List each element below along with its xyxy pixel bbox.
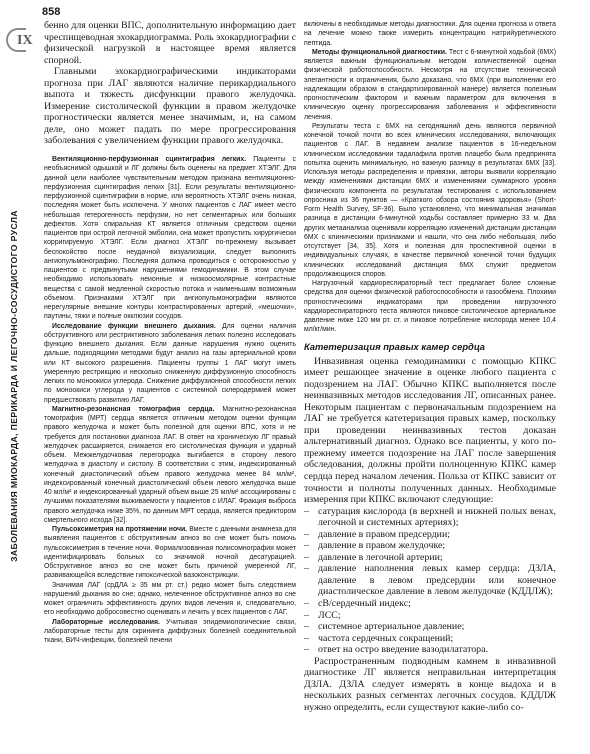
subheading: Вентиляционно-перфузионная сцинтиграфия легких. bbox=[52, 156, 247, 164]
subheading: Методы функциональной диагностики. bbox=[312, 48, 447, 56]
paragraph-lab-tests: Лабораторные исследования. Учитывая эпидемиологические связи, лабораторные тесты для скрининга диффузных болезней соединительной ткани, ВИЧ-инфекции, болезней печени bbox=[44, 618, 296, 645]
list-item: – давление в легочной артерии; bbox=[304, 552, 556, 564]
left-column bbox=[44, 20, 296, 748]
list-item: – ответ на остро введение вазодилататора. bbox=[304, 644, 556, 656]
paragraph: бенно для оценки ВПС, дополнительную информацию дает чреспищеводная эхокардиограмма. Роль эхокардиографии с физической нагрузкой в настоящее время является спорной. bbox=[44, 20, 296, 66]
paragraph-cardiac-mri: Магнитно-резонансная томография сердца. Магнитно-резонансная томография (МРТ) сердца является отличным методом оценки функции правого желудочка и может быть полезной для оценки ВПС, хотя и не требуется для постановки диагноза ЛАГ. В ответ на хроническую ЛГ правый желудочек расширяется, снижается его систолическая функция и ударный объем. Межжелудочковая перегородка выгибается в сторону левого желудочка в диастолу и систолу. В соответствии с этим, индексированный конечный диастолический объем правого желудочка менее 84 мл/м², индексированный конечный диастолический объем левого желудочка выше 40 мл/м² и индексированный ударный объем выше 25 мл/м² ассоциированы с лучшими показателями выживаемости у пациентов с ИЛАГ. Фракция выброса правого желудочка ниже 35%, по данным МРТ сердца, является предиктором смертельного исхода [32]. bbox=[44, 405, 296, 524]
list-item: – сатурация кислорода (в верхней и нижней полых венах, легочной и системных артериях); bbox=[304, 506, 556, 529]
list-item: – системное артериальное давление; bbox=[304, 621, 556, 633]
right-column bbox=[304, 20, 556, 748]
measurement-list bbox=[304, 506, 556, 656]
paragraph: включены в необходимые методы диагностики. Для оценки прогноза и ответа на лечение можно также измерить концентрацию натрийуретического пептида. bbox=[304, 21, 556, 47]
paragraph-pulse-oximetry: Пульсоксиметрия на протяжении ночи. Вместе с данными анамнеза для выявления пациентов с обструктивным апноэ во сне может быть помочь пульсоксиметрия в течение ночи. Формализованная полисомнография может идентифицировать больных со значимой ночной десатурацией. Обструктивное апноэ во сне может быть причиной умеренной ЛГ, развивающейся вследствие гипоксической вазоконстрикции. bbox=[44, 526, 296, 580]
paragraph: Нагрузочный кардиореспираторный тест предлагает более сложные средства для оценки физической работоспособности и газообмена. Плохими прогностическими индикаторами при проведении нагрузочного кардиореспираторного теста являются пиковое систолическое артериальное давление ниже 120 мм рт. ст. и пиковое потребление кислорода менее 10,4 мл/кг/мин. bbox=[304, 280, 556, 334]
list-item: – сВ/сердечный индекс; bbox=[304, 598, 556, 610]
paragraph-vq-scintigraphy: Вентиляционно-перфузионная сцинтиграфия легких. Пациенты с необъяснимой одышкой и ЛГ должны быть оценены на предмет ХТЭЛГ. Для данной цели наиболее чувствительным методом признана вентиляционно-перфузионная сцинтиграфия легких [31]. Если результаты вентиляционно-перфузионной сцинтиграфии в норме, или вероятность ХТЭЛГ очень низкая, последняя может быть исключена. У многих пациентов с ЛАГ имеет место небольшая гетерогенность перфузии, но нет сегментарных или больших дефектов. Хотя спиральная КТ является отличным средством оценки пациентов при острой легочной эмболии, она может пропустить хирургически корригируемую ХТЭЛГ. Если диагноз ХТЭЛГ по-прежнему вызывает беспокойство после неудачной визуализации, следует выполнить ангиопульмонографию. Последняя должна проводиться с осторожностью у пациентов с предвинутыми нарушениями гемодинамики. В этом случае необходимо использовать неионные и низкоосмолярные контрастные вещества с самой медленной скоростью потока и наименьшим возможным объемом. Признаками ХТЭЛГ при ангиопульмонографии являются нерегулярные внешние контуры контрастированных артерий, «мешочки», паутины, тяжи и полные окклюзии сосудов. bbox=[44, 156, 296, 321]
paragraph: Распространенным подводным камнем в инвазивной диагностике ЛГ является неправильная интерпретация ДЗЛА. ДЗЛА следует измерять в конце выдоха и в нескольких разных сегментах легочных сосудов. КДДЛЖ нужно определить, если существуют какие-либо со- bbox=[304, 655, 556, 713]
paragraph: Значимая ЛАГ (срДЛА ≥ 35 мм рт. ст.) редко может быть следствием нарушений дыхания во сне; однако, нелеченное обструктивное апноэ во сне может ограничить эффективность других видов лечения и, следовательно, его необходимо добросовестно оценивать и лечить у всех пациентов с ЛАГ. bbox=[44, 581, 296, 617]
list-item: – ЛСС; bbox=[304, 610, 556, 622]
list-item: – давление в правом желудочке; bbox=[304, 540, 556, 552]
page-number: 858 bbox=[42, 6, 61, 18]
subheading: Исследование функции внешнего дыхания. bbox=[52, 322, 216, 330]
paragraph: Результаты теста с 6МХ на сегодняшний день являются первичной конечной точкой почти во всех клинических исследованиях, включающих пациентов с ЛАГ. В недавнем анализе пациентов в 16-недельном клиническом исследовании тадалафила против плацебо была предпринята попытка оценить минимальную, но важную разницу в результатах 6МХ [33]. Используя методы распределения и привязки, авторы выявили корреляцию между изменениями дистанции 6МХ и изменениями суммарного уровня физического компонента по результатам тестирования с использованием опросника из 36 пунктов — «Краткого обзора состояния здоровья» (Short-Form Health Survey, SF-36). Было установлено, что минимальная значимая разница в дистанции 6-минутной ходьбы составляет примерно 33 м. Два других метаанализа оценивали корреляцию изменений дистанции дистанции 6МХ с клиническими признаками и нашли, что она либо небольшая, либо отсутствует [34, 35]. Хотя и полезная для проспективной оценки в индивидуальных случаях, в качестве первичной конечной точки будущих клинических исследований дистанция 6МХ служит предметом продолжающихся споров. bbox=[304, 122, 556, 278]
list-item: – частота сердечных сокращений; bbox=[304, 633, 556, 645]
section-title: Катетеризация правых камер сердца bbox=[304, 340, 485, 352]
paragraph: Инвазивная оценка гемодинамики с помощью КПКС имеет решающее значение в оценке любого пациента с подозрением на ЛАГ. Обычно КПКС выполняется после неинвазивных методов исследования ЛГ, описанных ранее. Некоторым пациентам с первоначальным подозрением на ЛАГ не требуется катетеризация правых камер, поскольку при проведении неинвазивных тестов доказан альтернативный диагноз. Однако все пациенты, у кого по-прежнему имеется подозрение на ЛАГ после завершения обследования, должны пройти полноценную КПКС камер сердца перед началом лечения. Польза от КПКС зависит от точности и полноты полученных данных. Необходимые измерения при КПКС включают следующие: bbox=[304, 355, 556, 506]
subheading: Лабораторные исследования. bbox=[52, 618, 160, 626]
list-item: – давление в правом предсердии; bbox=[304, 529, 556, 541]
paragraph-functional-tests: Методы функциональной диагностики. Тест с 6-минутной ходьбой (6МХ) является важным функциональным методом количественной оценки физической работоспособности. Несмотря на отсутствие технической элегантности и ограничения, было доказано, что 6МХ (при выполнении его надлежащим образом в стандартизированной манере) является полезным прогностическим фактором и важным параметром для включения в клиническую оценку прогрессирования заболевания и эффективности лечения. bbox=[304, 48, 556, 121]
chapter-logo bbox=[6, 28, 36, 52]
paragraph: Главными эхокардиографическими индикаторами прогноза при ЛАГ являются наличие перикардиального выпота и тяжесть дисфункции правого желудочка. Измерение систолической функции в правом желудочке прогностически является менее значимым, и, на самом деле, оно может падать по мере прогрессирования заболевания с увеличением функции правого желудочка. bbox=[44, 66, 296, 147]
chapter-running-title: ЗАБОЛЕВАНИЯ МИОКАРДА, ПЕРИКАРДА И ЛЕГОЧНО-СОСУДИСТОГО РУСЛА bbox=[9, 210, 19, 562]
paragraph-respiratory-function: Исследование функции внешнего дыхания. Для оценки наличия обструктивного или рестриктивного заболевания легких полезно исследовать функцию внешнего дыхания. Если данные нарушения нужно оценить дальше, подходящими методами будут анализ на газы артериальной крови или КТ высокого разрешения. Пациенты группы 1 ЛАГ могут иметь умеренную рестрикцию и несколько сниженную диффузионную способность легких по моноокиси углерода. Снижение диффузионной способности легких по моноокиси углерода у пациентов с системной склеродермией может предшествовать развитию ЛАГ. bbox=[44, 322, 296, 404]
subheading: Пульсоксиметрия на протяжении ночи. bbox=[52, 526, 188, 534]
list-item: – давление наполнения левых камер сердца: ДЗЛА, давление в левом предсердии или конечное диастолическое давление в левом желудочке (КДДЛЖ); bbox=[304, 563, 556, 598]
chapter-number: IX bbox=[17, 33, 33, 48]
subheading: Магнитно-резонансная томография сердца. bbox=[52, 405, 215, 413]
